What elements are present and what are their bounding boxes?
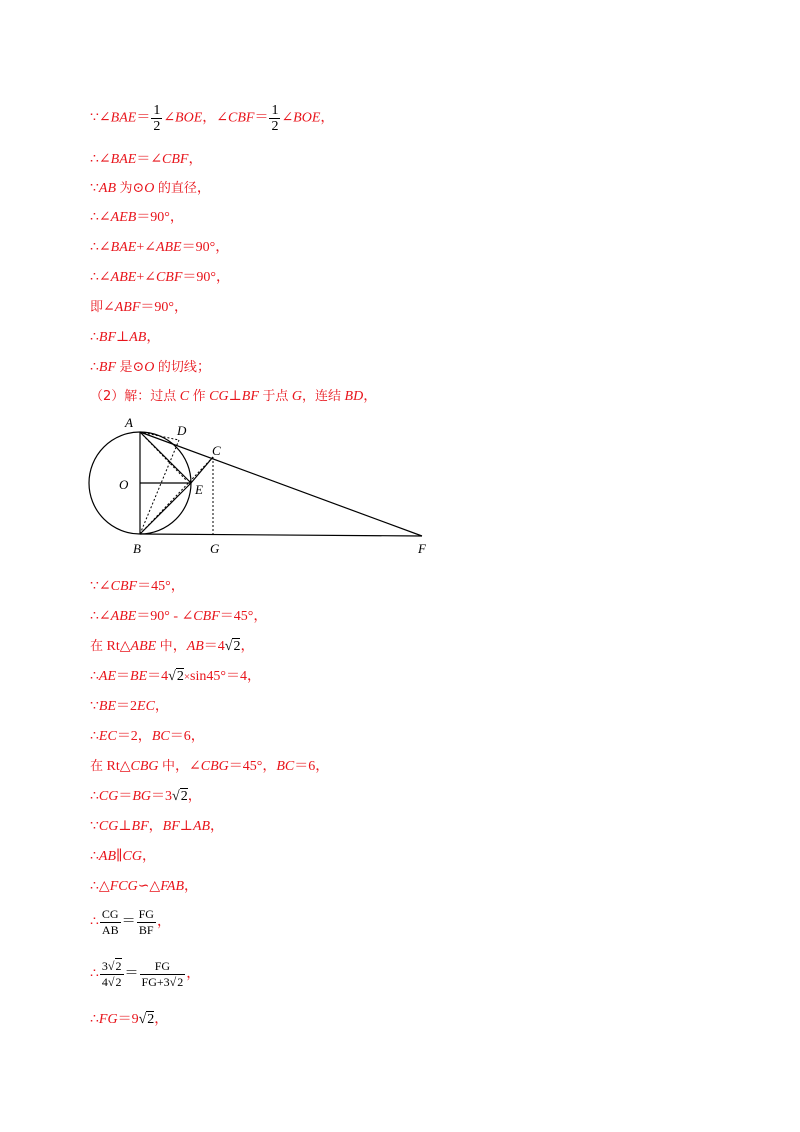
text-line: ∵BE＝2EC，: [90, 699, 169, 714]
segment-af: [140, 432, 422, 536]
text-line: ∴ $\frac{CG}{AB}$ ＝ $\frac{FG}{BF}$ ，: [90, 907, 171, 937]
text-line: ∵AB 为⊙O 的直径，: [90, 181, 211, 196]
text-line: 即∠ABF＝90°，: [90, 300, 189, 315]
label-f: F: [418, 541, 426, 556]
text-line: ∴∠BAE+∠ABE＝90°，: [90, 240, 230, 255]
geometry-figure: [85, 412, 445, 562]
label-e: E: [195, 482, 203, 497]
text-line: ∵∠BAE＝ $\frac{1}{2}$ ∠BOE，∠CBF＝ $\frac{1}{2}$ ∠BOE，: [90, 103, 335, 134]
label-a: A: [125, 415, 133, 430]
text-line: ∴EC＝2，BC＝6，: [90, 729, 205, 744]
label-o: O: [119, 477, 129, 492]
text-line: ∴CG＝BG＝3√2，: [90, 789, 202, 804]
text-line: ∴AE＝BE＝4√2×sin45°＝4，: [90, 669, 261, 684]
text-line: ∴BF⊥AB，: [90, 330, 161, 345]
label-c: C: [212, 443, 221, 458]
text-line: ∴∠ABE＝90° - ∠CBF＝45°，: [90, 609, 268, 624]
text-line: ∴FG＝9√2，: [90, 1012, 169, 1027]
text-line: ∵∠CBF＝45°，: [90, 579, 185, 594]
text-line: ∴∠BAE＝∠CBF，: [90, 152, 203, 167]
segment-be: [140, 483, 191, 534]
label-d: D: [177, 423, 187, 438]
segment-oa-diag: [140, 432, 186, 480]
text-line: ∴∠AEB＝90°，: [90, 210, 184, 225]
label-g: G: [210, 541, 220, 556]
segment-ae: [140, 432, 191, 483]
text-line: 在 Rt△ABE 中，AB＝4√2，: [90, 639, 255, 654]
text-line: （2）解：过点 C 作 CG⊥BF 于点 G，连结 BD，: [90, 389, 378, 404]
text-line: ∴∠ABE+∠CBF＝90°，: [90, 270, 230, 285]
text-line: ∵CG⊥BF，BF⊥AB，: [90, 819, 225, 834]
text-line: ∴ $\frac{3√2}{4√2}$ ＝ $\frac{FG}{FG+3√2}$ ，: [90, 959, 201, 989]
label-b: B: [133, 541, 141, 556]
segment-bd: [140, 440, 179, 534]
text-line: ∴BF 是⊙O 的切线；: [90, 360, 211, 375]
segment-bf: [140, 534, 422, 536]
text-line: ∴AB∥CG，: [90, 849, 156, 864]
text-line: 在 Rt△CBG 中，∠CBG＝45°，BC＝6，: [90, 759, 330, 774]
text-line: ∴△FCG∽△FAB，: [90, 879, 199, 894]
